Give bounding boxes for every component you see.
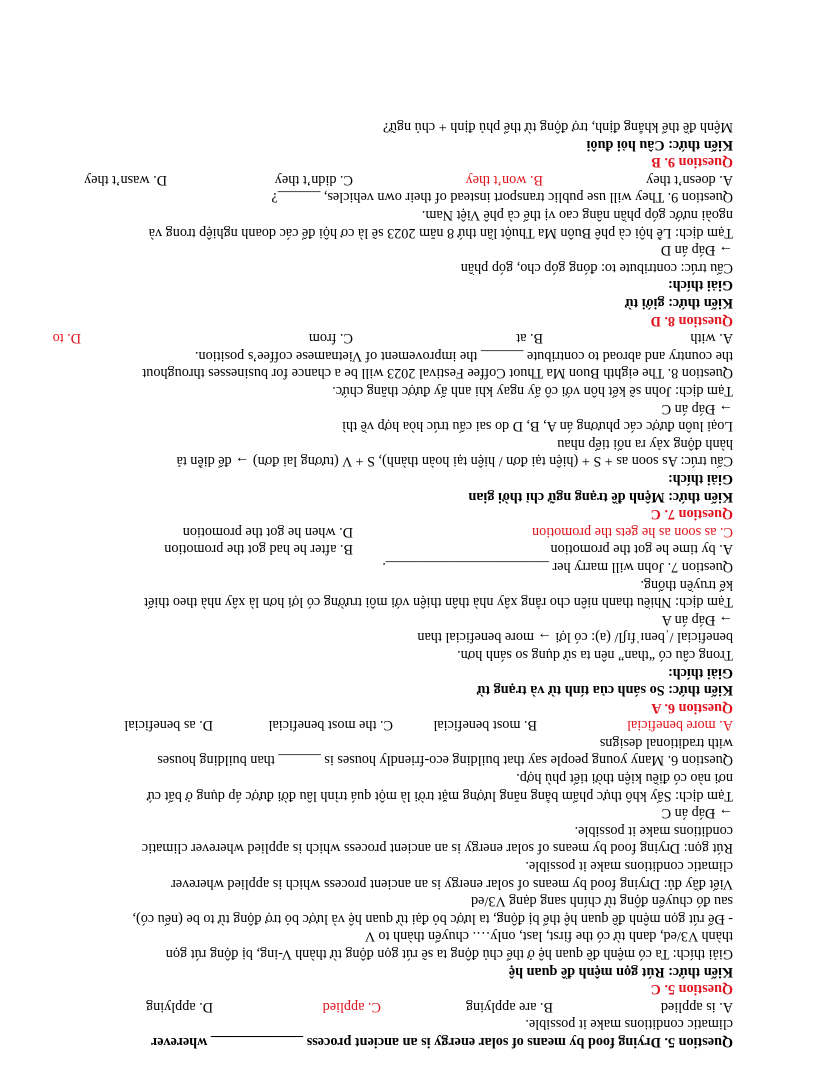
q8-translation-line1: Tạm dịch: Lễ hội cà phê Buôn Ma Thuột lần thứ 8 năm 2023 sẽ là cơ hội để các doanh nghiệp trong và [148, 224, 733, 241]
q6-translation-line2: kế truyền thống. [640, 576, 733, 593]
q5-short-line1: Rút gọn: Drying food by means of solar energy is an ancient process which is applied wherever climatic [141, 840, 733, 857]
q9-option-c: C. didn’t they [274, 171, 353, 188]
q7-choose: → Đáp án C [661, 400, 733, 417]
q9-answer: Question 9. B [651, 154, 733, 171]
q8-option-d: D. to [52, 330, 81, 347]
q7-option-d: D. when he got the promotion [182, 523, 353, 540]
q5-explanation-line1: Giải thích: Ta có mệnh đề quan hệ ở thể chủ động ta sẽ rút gọn động từ thành V-ing, bị động rút gọn [165, 946, 733, 963]
q5-explanation-line2: thành V3/ed, danh từ có the first, last, only…. chuyển thành to V [364, 928, 733, 945]
q8-explanation-label: Giải thích: [667, 277, 733, 294]
q6-line2: beneficial /ˌbenɪˈfɪʃl/ (a): có lợi → more beneficial than [417, 629, 733, 646]
q8-topic: Kiến thức: giới từ [624, 295, 733, 312]
q8-choose: → Đáp án D [660, 242, 733, 259]
q8-answer: Question 8. D [650, 312, 733, 329]
q7-topic: Kiến thức: Mệnh đề trạng ngữ chỉ thời gian [468, 488, 733, 505]
q7-explanation-label: Giải thích: [667, 471, 733, 487]
q7-option-c: C. as soon as he gets the promotion [532, 523, 733, 540]
q6-translation-line1: Tạm dịch: Nhiều thanh niên cho rằng xây nhà thân thiện với môi trường có lợi hơn là xây nhà theo thiết [144, 594, 733, 611]
q7-option-b: B. after he had got the promotion [164, 541, 353, 558]
q5-option-d: D. applying [146, 998, 213, 1015]
q5-explanation-line4: sau đó chuyển động từ chính sang dạng V3/ed [471, 893, 733, 910]
q7-option-a: A. by time he got the promotion [550, 541, 733, 558]
q8-option-a: A. with [690, 330, 733, 347]
q8-options [28, 329, 733, 347]
q9-topic: Kiến thức: Câu hỏi đuôi [586, 136, 733, 153]
q6-option-b: B. most beneficial [433, 717, 537, 734]
q8-option-c: C. from [308, 330, 353, 347]
q6-answer: Question 6. A [651, 699, 733, 716]
q7-options-row2 [28, 522, 733, 540]
q7-answer: Question 7. C [650, 506, 733, 523]
q7-options-row1 [28, 540, 733, 558]
q8-translation-line2: ngoài nước góp phần nâng cao vị thế cà phê Việt Nam. [421, 207, 733, 224]
q7-structure-line3: Loại luôn được các phương án A, B, D do sai cấu trúc hòa hợp về thì [342, 418, 733, 435]
q5-translation-line1: Tạm dịch: Sấy khô thực phẩm bằng năng lượng mặt trời là một quá trình lâu đời được áp dụng ở bất cứ [147, 787, 733, 804]
q5-choose: → Đáp án C [661, 805, 733, 822]
q6-option-a: A. more beneficial [627, 717, 733, 734]
q6-stem-line2: with traditional designs [599, 734, 733, 751]
q5-answer: Question 5. C [650, 981, 733, 998]
q5-option-b: B. are applying [465, 998, 553, 1015]
q9-structure: Mệnh đề thể khẳng định, trợ động từ thể phủ định + chủ ngữ? [382, 119, 733, 136]
q9-option-a: A. doesn’t they [646, 171, 733, 188]
q8-structure: Cấu trúc: contribute to: đóng góp cho, góp phần [460, 259, 733, 276]
q6-topic: Kiến thức: So sánh của tính từ và trạng từ [476, 682, 733, 699]
q9-option-b: B. won’t they [465, 171, 543, 188]
q5-full-line2: climatic conditions make it possible. [525, 858, 733, 875]
q6-options [28, 716, 733, 734]
q6-line1: Trong câu có “than” nên ta sử dụng so sánh hơn. [457, 646, 733, 663]
q5-option-a: A. is applied [660, 998, 733, 1015]
q6-option-d: D. as beneficial [124, 717, 213, 734]
q5-stem-line2: climatic conditions make it possible. [525, 1016, 733, 1033]
q8-option-b: B. at [516, 330, 543, 347]
q9-stem: Question 9. They will use public transport instead of their own vehicles, ______? [271, 189, 733, 206]
q5-stem-line1: Question 5. Drying food by means of solar energy is an ancient process _____________ wherever [150, 1034, 733, 1050]
document-content [28, 118, 733, 1050]
q9-options [28, 170, 733, 188]
q5-translation-line2: nơi nào có điều kiện thời tiết phù hợp. [516, 770, 733, 787]
q6-explanation-label: Giải thích: [667, 664, 733, 681]
q7-translation: Tạm dịch: John sẽ kết hôn với cô ấy ngay khi anh ấy được thăng chức. [332, 383, 733, 400]
q5-option-c: C. applied [322, 998, 381, 1015]
q7-stem: Question 7. John will marry her _______________________. [382, 558, 733, 575]
q5-options [28, 997, 733, 1015]
q7-structure-line1: Cấu trúc: As soon as + S + (hiện tại đơn / hiện tại hoàn thành), S + V (tương lai đơn) → để diễn tả [176, 453, 733, 470]
q6-option-c: C. the most beneficial [268, 717, 393, 734]
q5-full-line1: Viết đầy đủ: Drying food by means of solar energy is an ancient process which is applied wherever [171, 875, 733, 892]
q9-option-d: D. wasn’t they [84, 171, 167, 188]
q8-stem-line2: the country and abroad to contribute ______ the improvement of Vietnamese coffee’s position. [194, 347, 733, 364]
q6-stem-line1: Question 6. Many young people say that building eco-friendly houses is ______ than building houses [157, 752, 733, 769]
q6-choose: → Đáp án A [661, 611, 733, 628]
q8-stem-line1: Question 8. The eighth Buon Ma Thuot Coffee Festival 2023 will be a chance for businesses throughout [142, 365, 733, 382]
q7-structure-line2: hành động xảy ra nối tiếp nhau [557, 435, 733, 452]
q5-topic: Kiến thức: Rút gọn mệnh đề quan hệ [508, 963, 733, 980]
q5-explanation-line3: - Để rút gọn mệnh đề quan hệ thể bị động, ta lược bỏ đại từ quan hệ và lược bỏ trợ động từ to be (nếu có), [132, 910, 733, 927]
q5-short-line2: conditions make it possible. [574, 822, 733, 839]
